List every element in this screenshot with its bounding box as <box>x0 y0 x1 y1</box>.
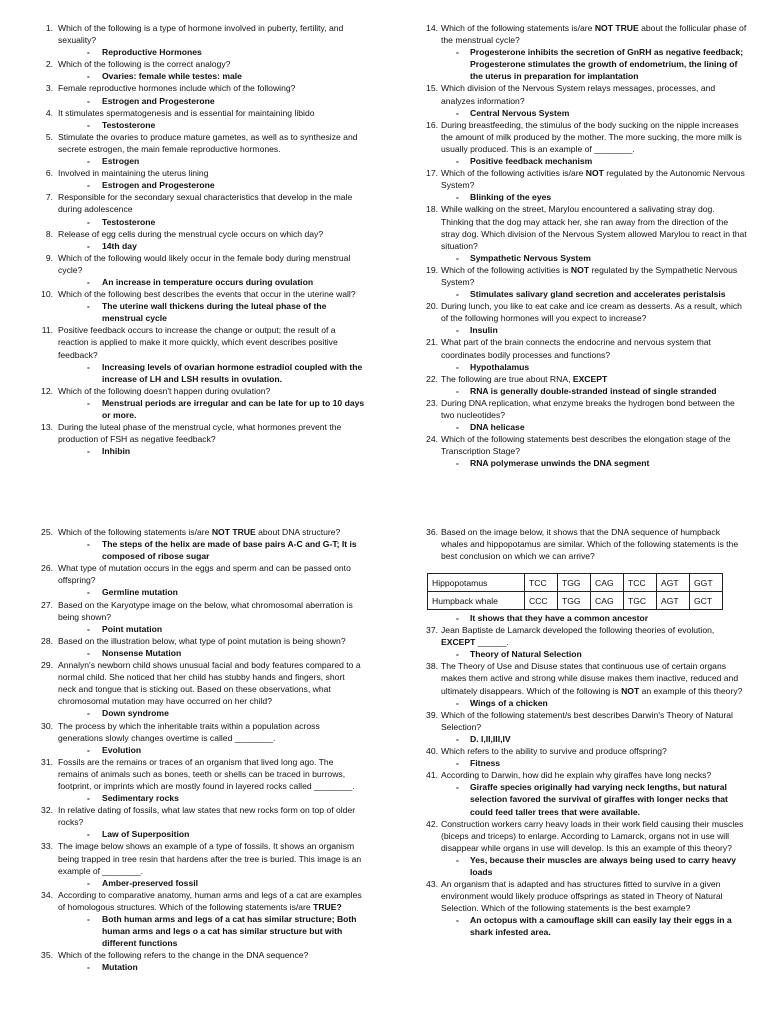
question-text <box>20 804 365 828</box>
question-text <box>20 562 365 586</box>
question-text-part: According to comparative anatomy, human arms and legs of a cat are examples of homologous structures. Which of the following statements is/are <box>58 889 362 912</box>
answer-bullet: - <box>456 422 459 433</box>
question-text <box>410 818 748 854</box>
question-emphasis: EXCEPT <box>441 637 476 648</box>
answer-text <box>20 216 365 228</box>
answer-text <box>20 961 365 973</box>
question-text-part: Which of the following activities is <box>441 264 571 275</box>
question-text <box>410 203 748 251</box>
answer-bullet: - <box>456 758 459 769</box>
question-text-part: An organism that is adapted and has structures fitted to survive in a given environment would likely produce offsprings as stated in Theory of Natural Selection. Which of the following statements is the best example? <box>441 879 723 914</box>
question-number: 31. <box>41 756 53 767</box>
answer-bullet: - <box>456 361 459 372</box>
table-cell: Humpback whale <box>428 592 525 610</box>
quiz-column-bottom-left <box>20 526 365 973</box>
question-number: 12. <box>41 385 53 396</box>
question-text-part: Fossils are the remains or traces of an organism that lived long ago. The remains of animals such as bones, teeth or shells can be traced in burrows, footprint, or imprints which are mostly found in layered rocks called ________. <box>58 756 355 791</box>
question-number: 23. <box>426 397 438 408</box>
question-number: 27. <box>41 599 53 610</box>
answer-text <box>410 324 748 336</box>
question-number: 15. <box>426 83 438 94</box>
question-text-part: Which of the following statement/s best describes Darwin's Theory of Natural Selection? <box>441 709 733 732</box>
question-emphasis: NOT TRUE <box>594 23 639 33</box>
answer-value: The uterine wall thickens during the luteal phase of the menstrual cycle <box>102 301 327 324</box>
question-text-part: Which refers to the ability to survive and produce offspring? <box>441 746 667 757</box>
answer-bullet: - <box>87 276 90 287</box>
table-cell: TGG <box>558 574 591 592</box>
answer-bullet: - <box>87 216 90 227</box>
answer-text <box>20 70 365 82</box>
answer-bullet: - <box>87 301 90 312</box>
answer-bullet: - <box>456 782 459 793</box>
answer-text <box>410 361 748 373</box>
answer-bullet: - <box>456 385 459 396</box>
answer-value: It shows that they have a common ancestor <box>470 613 649 623</box>
answer-text <box>20 397 365 421</box>
question-text-part: Which of the following statements is/are <box>441 23 595 33</box>
answer-value: Amber-preserved fossil <box>102 877 198 888</box>
question-text-part: Positive feedback occurs to increase the change or output; the result of a reaction is applied to make it more quickly, which event describes positive feedback? <box>58 325 338 360</box>
answer-value: Nonsense Mutation <box>102 647 182 658</box>
question-text-part: Responsible for the secondary sexual characteristics that develop in the male during adolescence <box>58 192 353 215</box>
answer-value: An increase in temperature occurs during ovulation <box>102 276 314 287</box>
answer-value: Both human arms and legs of a cat has similar structure; Both human arms and legs o a cat has similar structure but with different functions <box>102 914 357 949</box>
answer-bullet: - <box>456 915 459 926</box>
question-text <box>20 167 365 179</box>
answer-value: DNA helicase <box>470 422 525 433</box>
question-text-part: The process by which the inheritable traits within a population across generations slowly changes overtime is called ________. <box>58 720 320 743</box>
question-number: 34. <box>41 889 53 900</box>
answer-value: Giraffe species originally had varying neck lengths, but natural selection favored the survival of giraffes with longer necks that could feed taller trees that were available. <box>470 782 728 817</box>
question-emphasis: EXCEPT <box>572 373 608 384</box>
answer-value: Hypothalamus <box>470 361 530 372</box>
question-text-part: The image below shows an example of a type of fossils. It shows an organism being trapped in tree resin that hardens after the tree is buried. This image is an example of ________. <box>58 841 362 876</box>
answer-value: Inhibin <box>102 446 131 457</box>
question-text-part: about the follicular phase of the menstrual cycle? <box>441 23 747 46</box>
question-text <box>20 526 365 538</box>
question-text <box>20 635 365 647</box>
answer-text <box>410 914 748 938</box>
answer-bullet: - <box>87 587 90 598</box>
question-text-part: Which of the following refers to the change in the DNA sequence? <box>58 950 309 961</box>
answer-text <box>20 361 365 385</box>
question-text <box>20 22 365 46</box>
answer-bullet: - <box>87 539 90 550</box>
question-text <box>20 840 365 876</box>
answer-text <box>20 792 365 804</box>
answer-text <box>410 46 748 82</box>
question-text <box>20 385 365 397</box>
answer-value: RNA is generally double-stranded instead of single stranded <box>470 385 717 396</box>
answer-text <box>410 697 748 709</box>
question-text-part: Which of the following doesn't happen during ovulation? <box>58 385 271 396</box>
answer-value: Positive feedback mechanism <box>470 156 593 167</box>
quiz-column-top-left <box>20 22 365 457</box>
dna-sequence-table <box>427 573 723 610</box>
question-number: 10. <box>41 289 53 300</box>
question-emphasis: NOT TRUE <box>211 527 256 537</box>
question-number: 22. <box>426 373 438 384</box>
table-cell: TGG <box>558 592 591 610</box>
question-number: 2. <box>45 59 53 70</box>
answer-text <box>20 95 365 107</box>
table-cell: Hippopotamus <box>428 574 525 592</box>
answer-text <box>410 781 748 817</box>
question-emphasis: NOT <box>570 264 590 275</box>
answer-text <box>20 300 365 324</box>
question-text <box>20 949 365 961</box>
answer-bullet: - <box>456 156 459 167</box>
question-text <box>20 252 365 276</box>
question-number: 6. <box>45 168 53 179</box>
answer-text <box>20 586 365 598</box>
question-text <box>20 659 365 707</box>
quiz-column-bottom-right-bottom <box>410 612 748 939</box>
question-text <box>410 22 748 46</box>
question-text-part: The following are true about RNA, <box>441 373 573 384</box>
answer-text <box>410 457 748 469</box>
question-text <box>410 264 748 288</box>
question-number: 5. <box>45 131 53 142</box>
answer-text <box>20 240 365 252</box>
question-text <box>410 167 748 191</box>
table-cell: CCC <box>525 592 558 610</box>
question-text <box>20 131 365 155</box>
question-text-part: Which of the following would likely occur in the female body during menstrual cycle? <box>58 252 351 275</box>
answer-text <box>20 828 365 840</box>
answer-value: D. I,II,III,IV <box>470 733 511 744</box>
question-text <box>410 433 748 457</box>
question-text <box>20 288 365 300</box>
answer-bullet: - <box>87 47 90 58</box>
answer-bullet: - <box>87 647 90 658</box>
answer-value: Increasing levels of ovarian hormone estradiol coupled with the increase of LH and LSH results in ovulation. <box>102 361 363 384</box>
answer-value: Down syndrome <box>102 708 169 719</box>
table-cell: CAG <box>591 574 624 592</box>
question-text-part: Based on the image below, it shows that the DNA sequence of humpback whales and hippopotamus are similar. Which of the following statements is the best conclusion on which we can arrive? <box>441 527 739 562</box>
answer-bullet: - <box>456 733 459 744</box>
question-text <box>410 336 748 360</box>
table-cell: TGC <box>624 592 657 610</box>
answer-value: Insulin <box>470 325 498 336</box>
question-text <box>410 878 748 914</box>
question-number: 9. <box>45 252 53 263</box>
question-number: 8. <box>45 228 53 239</box>
question-text-part: Annalyn's newborn child shows unusual facial and body features compared to a normal child. She noticed that her child has stubby hands and fingers, short neck and tongue that is sticking out. Based on these observations, what chromosomal mutation may have occurred on her child? <box>58 660 361 707</box>
question-number: 24. <box>426 434 438 445</box>
answer-text <box>20 707 365 719</box>
answer-value: Central Nervous System <box>470 107 570 118</box>
question-number: 39. <box>426 709 438 720</box>
answer-text <box>410 612 748 624</box>
question-text-part: During lunch, you like to eat cake and ice cream as desserts. As a result, which of the following hormones will you expect to increase? <box>441 301 742 324</box>
answer-value: Sympathetic Nervous System <box>470 252 591 263</box>
question-text-part: regulated by the Autonomic Nervous System? <box>441 168 745 191</box>
answer-text <box>20 744 365 756</box>
answer-value: RNA polymerase unwinds the DNA segment <box>470 458 650 469</box>
question-number: 16. <box>426 119 438 130</box>
answer-text <box>20 445 365 457</box>
question-text <box>20 58 365 70</box>
question-number: 41. <box>426 770 438 781</box>
question-number: 11. <box>41 325 53 336</box>
question-emphasis: NOT <box>621 685 640 696</box>
answer-text <box>20 119 365 131</box>
question-text <box>410 624 748 648</box>
answer-bullet: - <box>456 252 459 263</box>
answer-bullet: - <box>87 71 90 82</box>
question-text <box>20 107 365 119</box>
answer-bullet: - <box>87 877 90 888</box>
table-cell: GCT <box>690 592 723 610</box>
question-text-part: regulated by the Sympathetic Nervous System? <box>441 264 738 287</box>
question-text-part: Which of the following activities is/are <box>441 168 586 179</box>
question-text <box>20 599 365 623</box>
answer-text <box>410 252 748 264</box>
question-number: 14. <box>426 23 438 33</box>
answer-bullet: - <box>456 192 459 203</box>
question-text-part: Stimulate the ovaries to produce mature gametes, as well as to synthesize and secrete estrogen, the main female reproductive hormones. <box>58 131 358 154</box>
question-text-part: Female reproductive hormones include which of the following? <box>58 83 296 94</box>
question-text <box>20 889 365 913</box>
answer-value: The steps of the helix are made of base pairs A-C and G-T; It is composed of ribose sugar <box>102 539 357 562</box>
answer-value: Yes, because their muscles are always being used to carry heavy loads <box>470 854 737 877</box>
question-number: 1. <box>45 23 53 33</box>
answer-value: Theory of Natural Selection <box>470 649 582 660</box>
table-cell: CAG <box>591 592 624 610</box>
question-emphasis: NOT <box>585 168 604 179</box>
question-text-part: Construction workers carry heavy loads in their work field causing their muscles (biceps and triceps) to enlarge. According to Lamarck, organs not in use will disappear while organs in use will develop. Is this an example of this theory? <box>441 818 744 853</box>
table-cell: AGT <box>657 592 690 610</box>
question-number: 21. <box>426 337 438 348</box>
question-text <box>20 756 365 792</box>
question-text-part: What part of the brain connects the endocrine and nervous system that coordinates bodily processes and functions? <box>441 337 711 360</box>
question-text-part: In relative dating of fossils, what law states that new rocks form on top of older rocks? <box>58 805 356 828</box>
question-text-part: It stimulates spermatogenesis and is essential for maintaining libido <box>58 107 315 118</box>
question-text-part: Jean Baptiste de Lamarck developed the following theories of evolution, <box>441 625 715 636</box>
answer-bullet: - <box>87 446 90 457</box>
answer-text <box>20 155 365 167</box>
quiz-column-bottom-right-top <box>410 526 748 562</box>
table-cell: AGT <box>657 574 690 592</box>
answer-value: Law of Superposition <box>102 829 190 840</box>
answer-bullet: - <box>87 95 90 106</box>
question-text <box>410 745 748 757</box>
answer-text <box>410 421 748 433</box>
answer-text <box>410 191 748 203</box>
question-text-part: ______. <box>475 637 509 648</box>
table-row <box>428 574 723 592</box>
answer-text <box>410 107 748 119</box>
question-text <box>20 191 365 215</box>
answer-value: Point mutation <box>102 623 163 634</box>
question-text-part: Based on the Karyotype image on the below, what chromosomal aberration is being shown? <box>58 599 353 622</box>
question-text <box>20 421 365 445</box>
answer-bullet: - <box>87 156 90 167</box>
question-text <box>410 709 748 733</box>
question-text <box>410 397 748 421</box>
answer-text <box>410 648 748 660</box>
answer-value: Estrogen and Progesterone <box>102 95 215 106</box>
answer-value: Sedimentary rocks <box>102 793 179 804</box>
question-number: 18. <box>426 204 438 215</box>
question-text-part: an example of this theory? <box>639 685 743 696</box>
question-number: 33. <box>41 841 53 852</box>
answer-value: Fitness <box>470 758 501 769</box>
question-number: 20. <box>426 301 438 312</box>
answer-value: Germline mutation <box>102 587 178 598</box>
question-number: 7. <box>45 192 53 203</box>
question-number: 30. <box>41 720 53 731</box>
answer-value: Stimulates salivary gland secretion and accelerates peristalsis <box>470 289 726 300</box>
answer-bullet: - <box>456 649 459 660</box>
answer-bullet: - <box>87 914 90 924</box>
question-text-part: about DNA structure? <box>255 527 341 537</box>
answer-value: Blinking of the eyes <box>470 192 552 203</box>
question-text-part: Which of the following statements best describes the elongation stage of the Transcription Stage? <box>441 434 731 457</box>
answer-bullet: - <box>87 623 90 634</box>
answer-value: Testosterone <box>102 119 156 130</box>
question-number: 19. <box>426 264 438 275</box>
question-text <box>410 300 748 324</box>
question-number: 29. <box>41 660 53 671</box>
answer-text <box>20 538 365 562</box>
question-text-part: During DNA replication, what enzyme breaks the hydrogen bond between the two nucleotides? <box>441 397 735 420</box>
question-number: 3. <box>45 83 53 94</box>
table-cell: TCC <box>624 574 657 592</box>
answer-value: Evolution <box>102 744 142 755</box>
question-text <box>20 82 365 94</box>
answer-text <box>20 913 365 949</box>
answer-text <box>410 733 748 745</box>
answer-bullet: - <box>87 180 90 191</box>
answer-bullet: - <box>456 289 459 300</box>
answer-bullet: - <box>87 829 90 840</box>
answer-bullet: - <box>456 613 459 623</box>
answer-value: Wings of a chicken <box>470 697 548 708</box>
question-number: 43. <box>426 879 438 890</box>
answer-text <box>20 179 365 191</box>
question-text <box>410 660 748 696</box>
question-text-part: Which of the following best describes the events that occur in the uterine wall? <box>58 289 356 300</box>
question-text-part: The Theory of Use and Disuse states that continuous use of certain organs makes them active and strong while disuse makes them inactive, reduced and ultimately disappears. Which of the following is <box>441 661 739 696</box>
question-text-part: Which of the following is the correct analogy? <box>58 59 231 70</box>
answer-bullet: - <box>87 793 90 804</box>
question-text-part: While walking on the street, Marylou encountered a salivating stray dog. Thinking that the dog may attack her, she ran away from the direction of the stray dog. Which division of the Nervous System allowed Marylou to react in that situation? <box>441 204 747 251</box>
answer-text <box>410 757 748 769</box>
answer-bullet: - <box>456 107 459 118</box>
question-text <box>410 82 748 106</box>
question-number: 17. <box>426 168 438 179</box>
answer-bullet: - <box>456 47 459 58</box>
answer-value: Mutation <box>102 962 138 973</box>
question-text-part: According to Darwin, how did he explain why giraffes have long necks? <box>441 770 712 781</box>
answer-bullet: - <box>87 240 90 251</box>
question-number: 26. <box>41 563 53 574</box>
question-text <box>410 769 748 781</box>
question-text <box>20 720 365 744</box>
question-text-part: During breastfeeding, the stimulus of the body sucking on the nipple increases the amount of milk produced by the mother. The more sucking, the more milk is usually produced. This is an example of ________. <box>441 119 742 154</box>
question-number: 28. <box>41 635 53 646</box>
answer-value: 14th day <box>102 240 137 251</box>
question-text-part: What type of mutation occurs in the eggs and sperm and can be passed onto offspring? <box>58 563 351 586</box>
question-number: 40. <box>426 746 438 757</box>
question-number: 32. <box>41 805 53 816</box>
question-number: 4. <box>45 107 53 118</box>
answer-value: Estrogen <box>102 156 140 167</box>
question-text-part: Which of the following is a type of hormone involved in puberty, fertility, and sexuality? <box>58 23 344 46</box>
answer-value: An octopus with a camouflage skill can easily lay their eggs in a shark infested area. <box>470 915 732 938</box>
table-cell: GGT <box>690 574 723 592</box>
answer-text <box>410 385 748 397</box>
question-text <box>410 373 748 385</box>
answer-value: Estrogen and Progesterone <box>102 180 215 191</box>
question-text-part: Release of egg cells during the menstrual cycle occurs on which day? <box>58 228 324 239</box>
question-text-part: Based on the illustration below, what type of point mutation is being shown? <box>58 635 346 646</box>
question-number: 36. <box>426 527 438 537</box>
answer-text <box>410 288 748 300</box>
answer-bullet: - <box>87 708 90 719</box>
answer-text <box>20 647 365 659</box>
question-text-part: Which of the following statements is/are <box>58 527 212 537</box>
question-number: 38. <box>426 661 438 672</box>
table-row <box>428 592 723 610</box>
answer-bullet: - <box>456 697 459 708</box>
answer-bullet: - <box>456 854 459 865</box>
answer-bullet: - <box>87 119 90 130</box>
question-number: 25. <box>41 527 53 537</box>
question-number: 37. <box>426 625 438 636</box>
answer-text <box>20 276 365 288</box>
answer-value: Ovaries: female while testes: male <box>102 71 242 82</box>
answer-value: Reproductive Hormones <box>102 47 202 58</box>
quiz-column-top-right <box>410 22 748 469</box>
question-text-part: Involved in maintaining the uterus lining <box>58 168 209 179</box>
question-number: 13. <box>41 422 53 433</box>
answer-text <box>20 46 365 58</box>
answer-text <box>20 877 365 889</box>
answer-bullet: - <box>87 744 90 755</box>
answer-value: Testosterone <box>102 216 156 227</box>
answer-text <box>410 854 748 878</box>
question-text <box>20 324 365 360</box>
question-number: 35. <box>41 950 53 961</box>
answer-bullet: - <box>87 397 90 408</box>
question-text-part: During the luteal phase of the menstrual cycle, what hormones prevent the production of FSH as negative feedback? <box>58 422 342 445</box>
answer-bullet: - <box>456 458 459 469</box>
answer-bullet: - <box>87 361 90 372</box>
answer-bullet: - <box>456 325 459 336</box>
answer-text <box>410 155 748 167</box>
question-number: 42. <box>426 818 438 829</box>
answer-text <box>20 623 365 635</box>
answer-bullet: - <box>87 962 90 973</box>
answer-value: Progesterone inhibits the secretion of GnRH as negative feedback; Progesterone stimulates the growth of endometrium, the lining of the uterus in preparation for implantation <box>470 47 744 82</box>
question-emphasis: TRUE? <box>313 901 342 912</box>
table-cell: TCC <box>525 574 558 592</box>
question-text <box>410 119 748 155</box>
question-text-part: Which division of the Nervous System relays messages, processes, and analyzes information? <box>441 83 716 106</box>
answer-value: Menstrual periods are irregular and can be late for up to 10 days or more. <box>102 397 365 420</box>
question-text <box>20 228 365 240</box>
question-text <box>410 526 748 562</box>
